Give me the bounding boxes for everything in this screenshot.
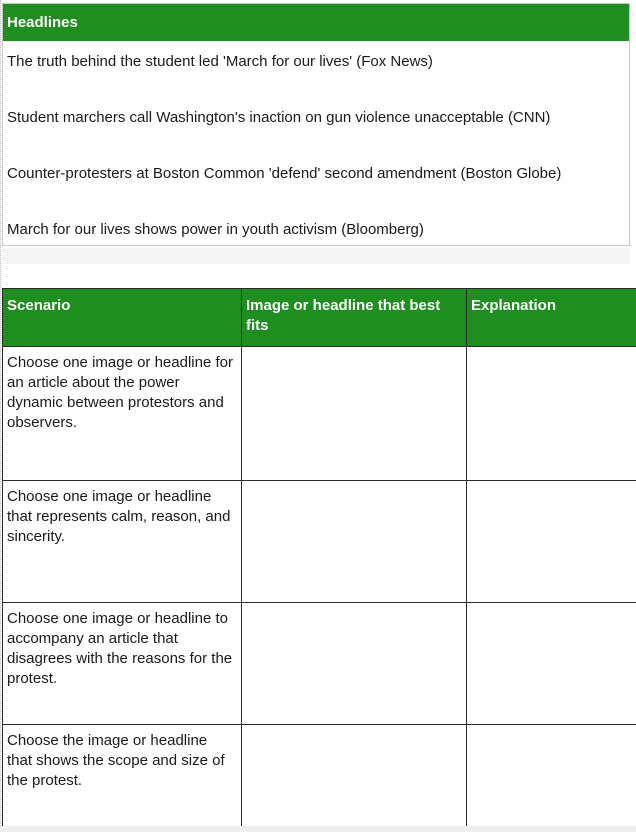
table-row — [3, 481, 636, 603]
headline-item-fox-news: The truth behind the student led 'March for our lives' (Fox News) — [7, 53, 433, 70]
explanation-cell[interactable] — [467, 725, 636, 829]
image-or-headline-cell[interactable] — [242, 603, 467, 725]
table-row — [3, 725, 636, 829]
headlines-table — [2, 3, 630, 246]
table-row — [3, 347, 636, 481]
scenario-table — [2, 288, 636, 829]
explanation-cell[interactable] — [467, 481, 636, 603]
scenario-cell: Choose one image or headline that represents calm, reason, and sincerity. — [3, 481, 242, 603]
headline-item-bloomberg: March for our lives shows power in youth activism (Bloomberg) — [7, 221, 424, 238]
explanation-cell[interactable] — [467, 347, 636, 481]
bottom-gridline-band — [0, 826, 636, 832]
image-or-headline-cell[interactable] — [242, 481, 467, 603]
scenario-cell: Choose one image or headline for an article about the power dynamic between protestors and observers. — [3, 347, 242, 481]
headline-item-boston-globe: Counter-protesters at Boston Common 'defend' second amendment (Boston Globe) — [7, 165, 562, 182]
header-image-or-headline: Image or headline that best fits — [242, 289, 467, 347]
headline-item-cnn: Student marchers call Washington's inaction on gun violence unacceptable (CNN) — [7, 109, 551, 126]
image-or-headline-cell[interactable] — [242, 347, 467, 481]
spacer-row — [2, 248, 630, 264]
explanation-cell[interactable] — [467, 603, 636, 725]
scenario-cell: Choose one image or headline to accompany an article that disagrees with the reasons for the protest. — [3, 603, 242, 725]
header-scenario: Scenario — [3, 289, 242, 347]
scenario-cell: Choose the image or headline that shows the scope and size of the protest. — [3, 725, 242, 829]
table-row — [3, 603, 636, 725]
header-explanation: Explanation — [467, 289, 636, 347]
table-header-row — [3, 289, 636, 347]
headlines-header: Headlines — [3, 4, 629, 41]
image-or-headline-cell[interactable] — [242, 725, 467, 829]
